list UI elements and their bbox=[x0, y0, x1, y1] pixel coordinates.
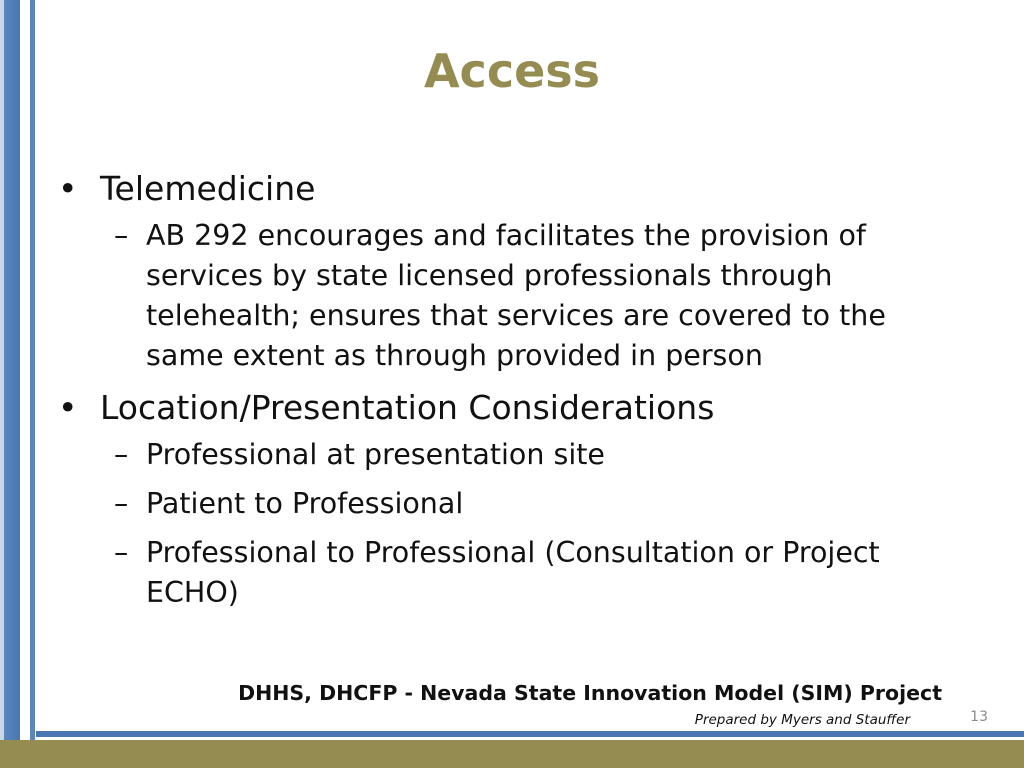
slide-title: Access bbox=[423, 44, 601, 98]
sub-bullet-text: Professional to Professional (Consultation or Project ECHO) bbox=[146, 536, 880, 609]
bullet-text: Location/Presentation Considerations bbox=[100, 388, 715, 427]
bullet-marker: • bbox=[58, 169, 78, 208]
slide-content bbox=[58, 166, 958, 617]
bottom-accent-bar bbox=[0, 740, 1024, 768]
dash-marker: – bbox=[114, 536, 129, 569]
dash-marker: – bbox=[114, 438, 129, 471]
footer-prepared-by: Prepared by Myers and Stauffer bbox=[694, 712, 910, 728]
sub-bullet-text: AB 292 encourages and facilitates the provision of services by state licensed professionals through telehealth; ensures that services are covered to the same extent as through provided in person bbox=[146, 219, 886, 372]
bullet-item bbox=[58, 385, 958, 431]
sub-bullet-item bbox=[114, 533, 958, 613]
sub-bullet-item bbox=[114, 484, 958, 524]
dash-marker: – bbox=[114, 487, 129, 520]
bullet-text: Telemedicine bbox=[100, 169, 316, 208]
footer-project-name: DHHS, DHCFP - Nevada State Innovation Model (SIM) Project bbox=[238, 681, 942, 705]
sub-bullet-item bbox=[114, 435, 958, 475]
left-accent-gap bbox=[20, 0, 30, 740]
dash-marker: – bbox=[114, 219, 129, 252]
left-accent-bar bbox=[4, 0, 20, 740]
page-number: 13 bbox=[970, 709, 988, 725]
left-accent-line bbox=[30, 0, 35, 740]
bullet-item bbox=[58, 166, 958, 212]
bullet-marker: • bbox=[58, 388, 78, 427]
sub-bullet-text: Professional at presentation site bbox=[146, 438, 605, 471]
sub-bullet-item bbox=[114, 216, 958, 376]
sub-bullet-text: Patient to Professional bbox=[146, 487, 464, 520]
